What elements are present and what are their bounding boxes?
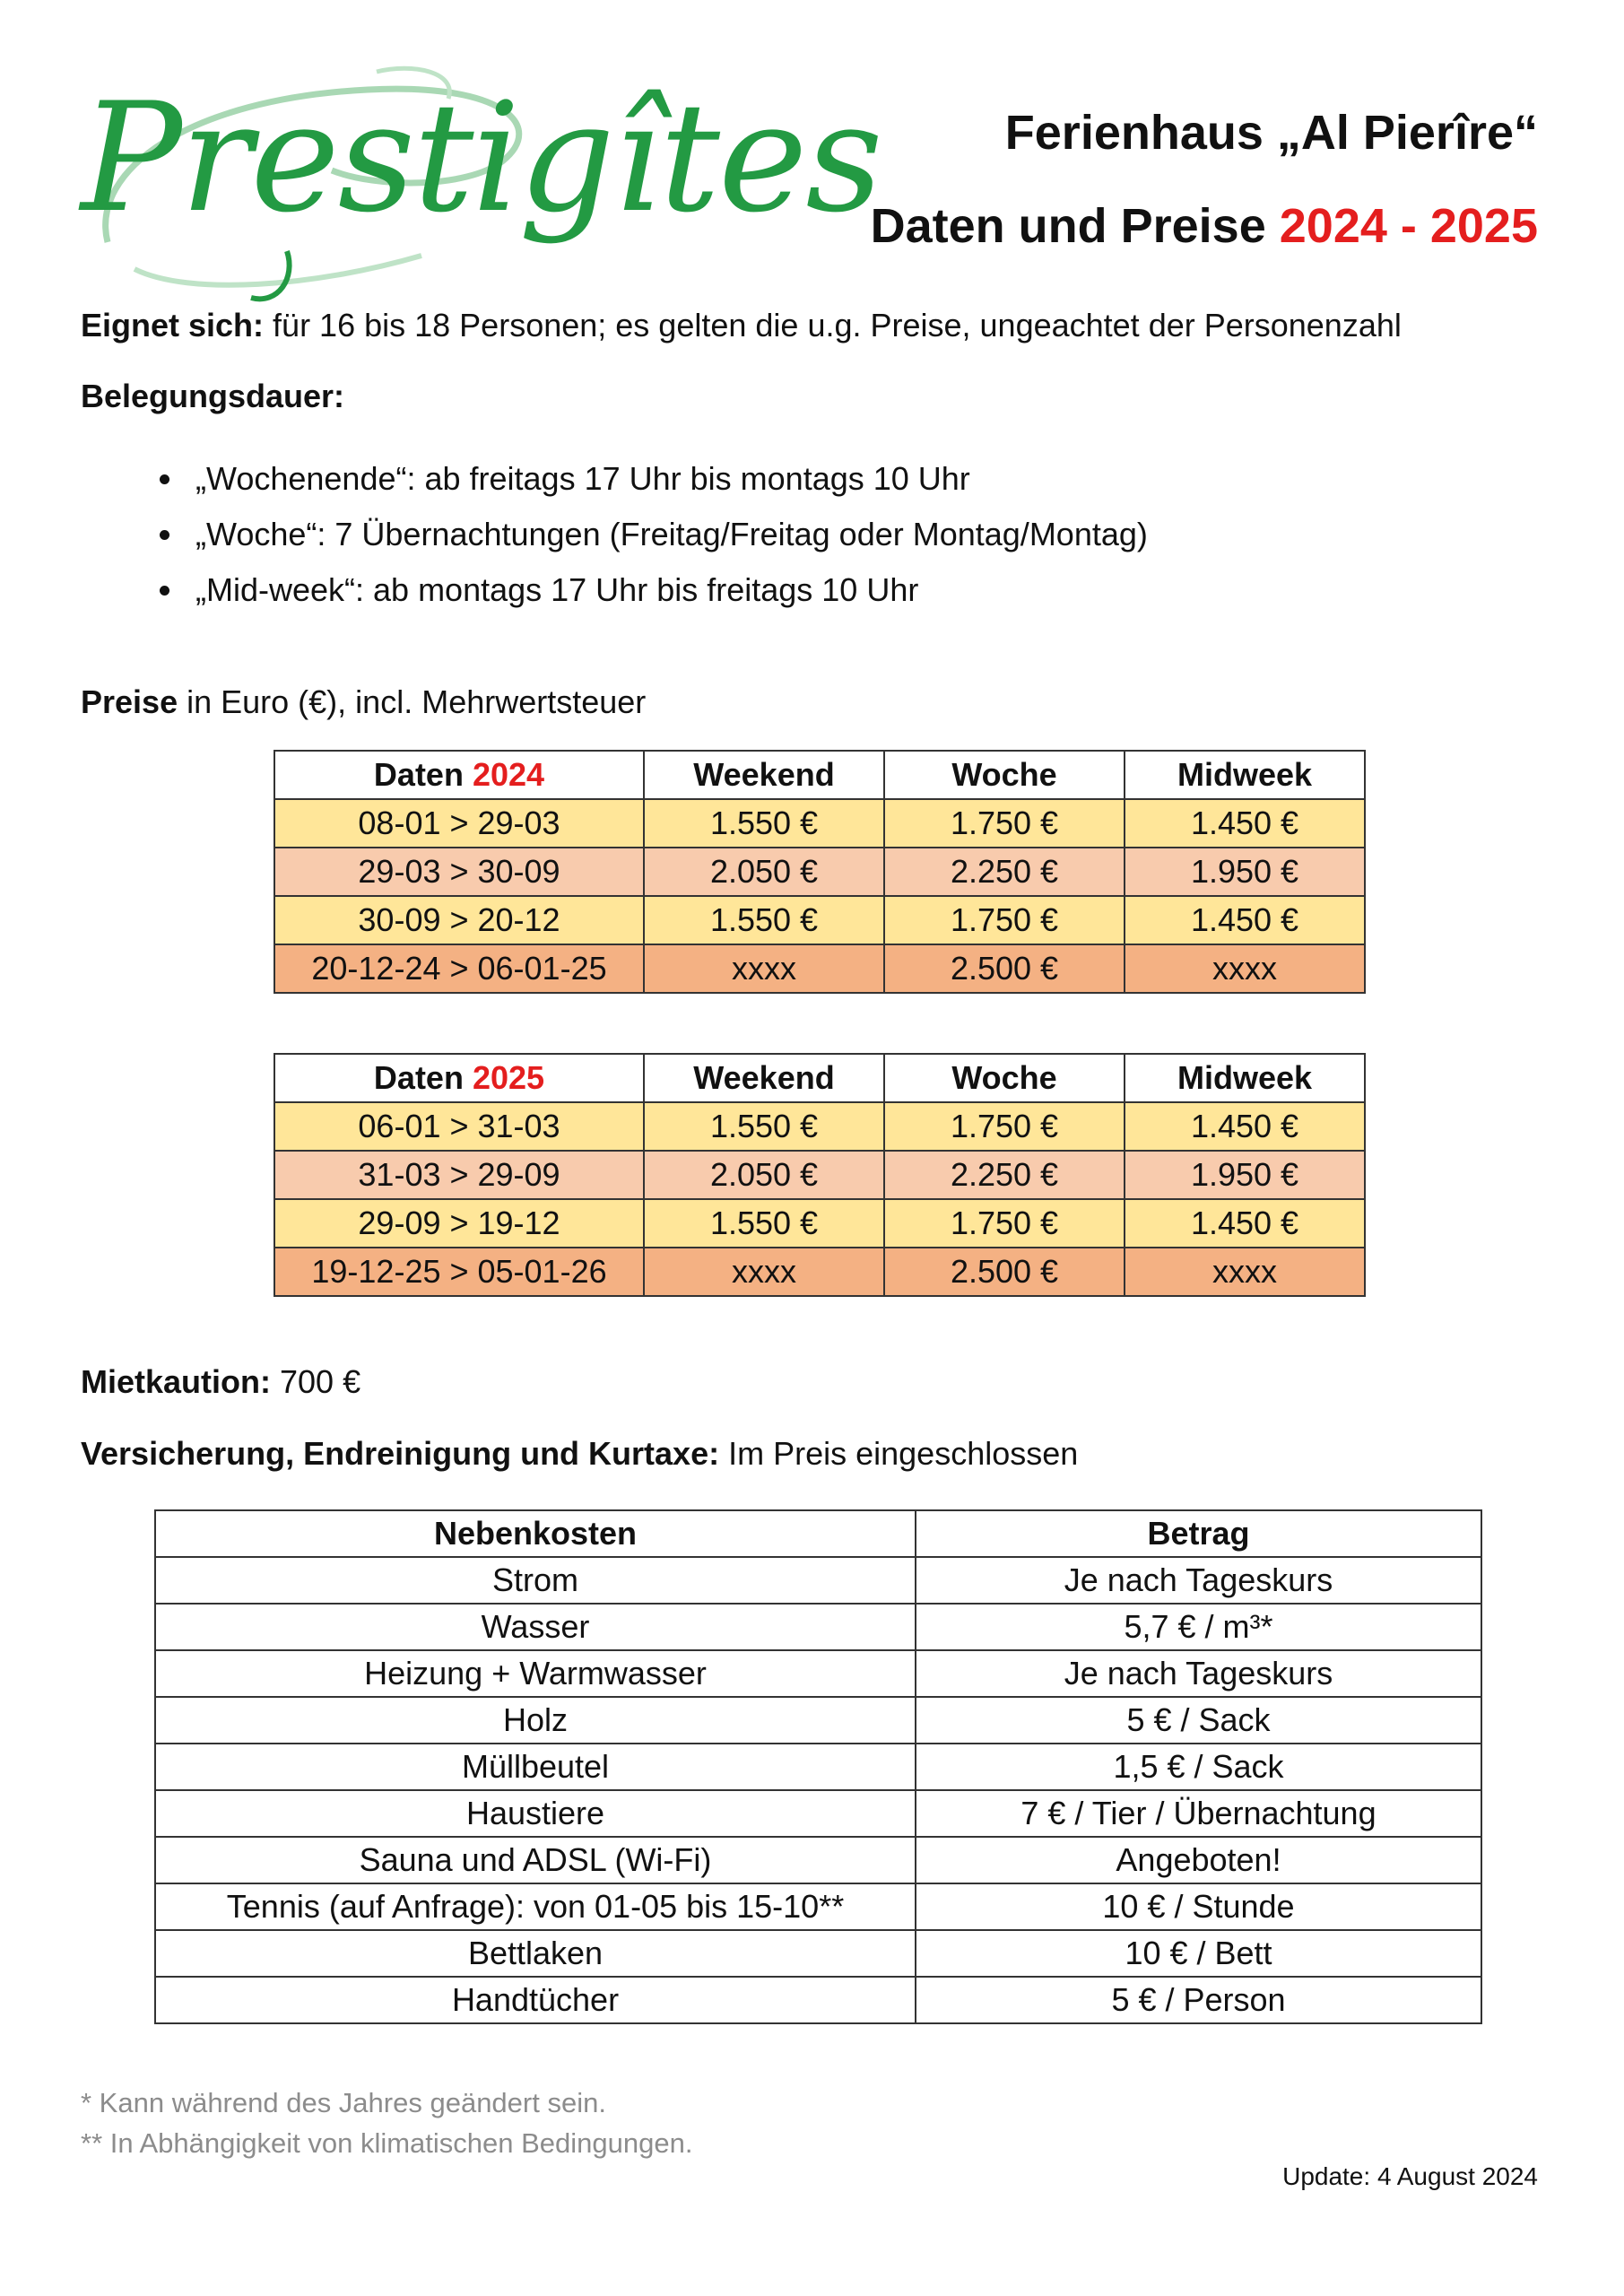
update-date: Update: 4 August 2024: [1282, 2162, 1538, 2190]
suitable-text: für 16 bis 18 Personen; es gelten die u.g. Preise, ungeachtet der Personenzahl: [273, 307, 1402, 344]
price-cell: 1.950 €: [1125, 848, 1365, 896]
table-row: [274, 799, 1365, 848]
table-row: [155, 1650, 1481, 1697]
price-cell: xxxx: [644, 1248, 884, 1296]
table-row: [155, 1604, 1481, 1650]
suitable-line: [81, 307, 1402, 344]
date-range-cell: 08-01 > 29-03: [274, 799, 644, 848]
cost-item-cell: Bettlaken: [155, 1930, 916, 1977]
subtitle-years: 2024 - 2025: [1279, 199, 1538, 253]
cost-amount-cell: 7 € / Tier / Übernachtung: [916, 1790, 1481, 1837]
duration-item: „Wochenende“: ab freitags 17 Uhr bis montags 10 Uhr: [152, 451, 1148, 507]
price-table-2025: [274, 1053, 1366, 1297]
table-row: [155, 1837, 1481, 1883]
page-subtitle: [871, 198, 1538, 254]
cost-item-cell: Haustiere: [155, 1790, 916, 1837]
price-cell: 2.050 €: [644, 848, 884, 896]
page-title: Ferienhaus „Al Pierîre“: [1004, 106, 1538, 160]
date-range-cell: 30-09 > 20-12: [274, 896, 644, 944]
cost-amount-cell: 5,7 € / m³*: [916, 1604, 1481, 1650]
price-cell: 1.550 €: [644, 799, 884, 848]
price-cell: 1.550 €: [644, 1199, 884, 1248]
cost-amount-cell: 5 € / Person: [916, 1977, 1481, 2023]
logo-wordmark: Prestigîtes: [81, 70, 881, 246]
table-row: [274, 1248, 1365, 1296]
cost-item-cell: Strom: [155, 1557, 916, 1604]
insurance-line: [81, 1435, 1078, 1473]
prices-text: in Euro (€), incl. Mehrwertsteuer: [187, 683, 647, 720]
price-cell: 1.550 €: [644, 896, 884, 944]
cost-item-cell: Handtücher: [155, 1977, 916, 2023]
table-row: [155, 1744, 1481, 1790]
duration-item: „Mid-week“: ab montags 17 Uhr bis freitags 10 Uhr: [152, 562, 1148, 618]
cost-item-cell: Tennis (auf Anfrage): von 01-05 bis 15-10**: [155, 1883, 916, 1930]
deposit-value: 700 €: [280, 1363, 361, 1400]
price-cell: 1.450 €: [1125, 1199, 1365, 1248]
col-header-dates: Daten 2024: [274, 751, 644, 799]
col-header-nebenkosten: Nebenkosten: [155, 1510, 916, 1557]
date-range-cell: 20-12-24 > 06-01-25: [274, 944, 644, 993]
price-cell: 2.250 €: [884, 1151, 1125, 1199]
cost-item-cell: Sauna und ADSL (Wi-Fi): [155, 1837, 916, 1883]
duration-label: Belegungsdauer:: [81, 378, 345, 414]
price-cell: xxxx: [644, 944, 884, 993]
col-header-woche: Woche: [884, 751, 1125, 799]
table-row: [155, 1977, 1481, 2023]
cost-amount-cell: Je nach Tageskurs: [916, 1650, 1481, 1697]
date-range-cell: 31-03 > 29-09: [274, 1151, 644, 1199]
deposit-line: [81, 1363, 360, 1401]
cost-amount-cell: 10 € / Stunde: [916, 1883, 1481, 1930]
table-row: [274, 1151, 1365, 1199]
date-range-cell: 29-09 > 19-12: [274, 1199, 644, 1248]
deposit-label: Mietkaution:: [81, 1363, 271, 1400]
prices-label: Preise: [81, 683, 178, 720]
table-row: [155, 1557, 1481, 1604]
footnote-1: * Kann während des Jahres geändert sein.: [81, 2087, 606, 2118]
table-header-row: [155, 1510, 1481, 1557]
table-row: [274, 896, 1365, 944]
duration-item: „Woche“: 7 Übernachtungen (Freitag/Freitag oder Montag/Montag): [152, 507, 1148, 562]
col-header-betrag: Betrag: [916, 1510, 1481, 1557]
price-cell: 1.750 €: [884, 799, 1125, 848]
cost-amount-cell: 10 € / Bett: [916, 1930, 1481, 1977]
prices-line: [81, 683, 646, 721]
col-header-midweek: Midweek: [1125, 1054, 1365, 1102]
price-cell: xxxx: [1125, 1248, 1365, 1296]
cost-item-cell: Heizung + Warmwasser: [155, 1650, 916, 1697]
price-cell: 1.750 €: [884, 1199, 1125, 1248]
cost-item-cell: Wasser: [155, 1604, 916, 1650]
table-row: [155, 1697, 1481, 1744]
price-table-2024: [274, 750, 1366, 994]
subtitle-prefix: Daten und Preise: [870, 199, 1266, 253]
price-cell: 1.450 €: [1125, 799, 1365, 848]
price-cell: 1.450 €: [1125, 896, 1365, 944]
price-cell: 1.950 €: [1125, 1151, 1365, 1199]
col-header-weekend: Weekend: [644, 1054, 884, 1102]
date-range-cell: 29-03 > 30-09: [274, 848, 644, 896]
duration-list: [152, 451, 1148, 618]
table-row: [274, 1102, 1365, 1151]
cost-item-cell: Müllbeutel: [155, 1744, 916, 1790]
price-cell: 1.550 €: [644, 1102, 884, 1151]
col-header-dates: Daten 2025: [274, 1054, 644, 1102]
insurance-label: Versicherung, Endreinigung und Kurtaxe:: [81, 1435, 720, 1472]
table-header-row: [274, 751, 1365, 799]
table-row: [274, 1199, 1365, 1248]
suitable-label: Eignet sich:: [81, 307, 265, 344]
cost-item-cell: Holz: [155, 1697, 916, 1744]
price-cell: 1.450 €: [1125, 1102, 1365, 1151]
insurance-value: Im Preis eingeschlossen: [728, 1435, 1079, 1472]
cost-amount-cell: 1,5 € / Sack: [916, 1744, 1481, 1790]
price-cell: 2.500 €: [884, 944, 1125, 993]
date-range-cell: 06-01 > 31-03: [274, 1102, 644, 1151]
col-header-midweek: Midweek: [1125, 751, 1365, 799]
price-cell: xxxx: [1125, 944, 1365, 993]
footnote-2: ** In Abhängigkeit von klimatischen Bedingungen.: [81, 2127, 693, 2159]
cost-amount-cell: Angeboten!: [916, 1837, 1481, 1883]
extra-costs-table: [154, 1509, 1482, 2024]
price-cell: 2.500 €: [884, 1248, 1125, 1296]
col-header-weekend: Weekend: [644, 751, 884, 799]
table-row: [274, 848, 1365, 896]
cost-amount-cell: 5 € / Sack: [916, 1697, 1481, 1744]
table-row: [155, 1930, 1481, 1977]
col-header-woche: Woche: [884, 1054, 1125, 1102]
table-row: [274, 944, 1365, 993]
price-cell: 2.050 €: [644, 1151, 884, 1199]
price-cell: 1.750 €: [884, 1102, 1125, 1151]
table-header-row: [274, 1054, 1365, 1102]
cost-amount-cell: Je nach Tageskurs: [916, 1557, 1481, 1604]
date-range-cell: 19-12-25 > 05-01-26: [274, 1248, 644, 1296]
price-cell: 2.250 €: [884, 848, 1125, 896]
table-row: [155, 1883, 1481, 1930]
price-cell: 1.750 €: [884, 896, 1125, 944]
table-row: [155, 1790, 1481, 1837]
